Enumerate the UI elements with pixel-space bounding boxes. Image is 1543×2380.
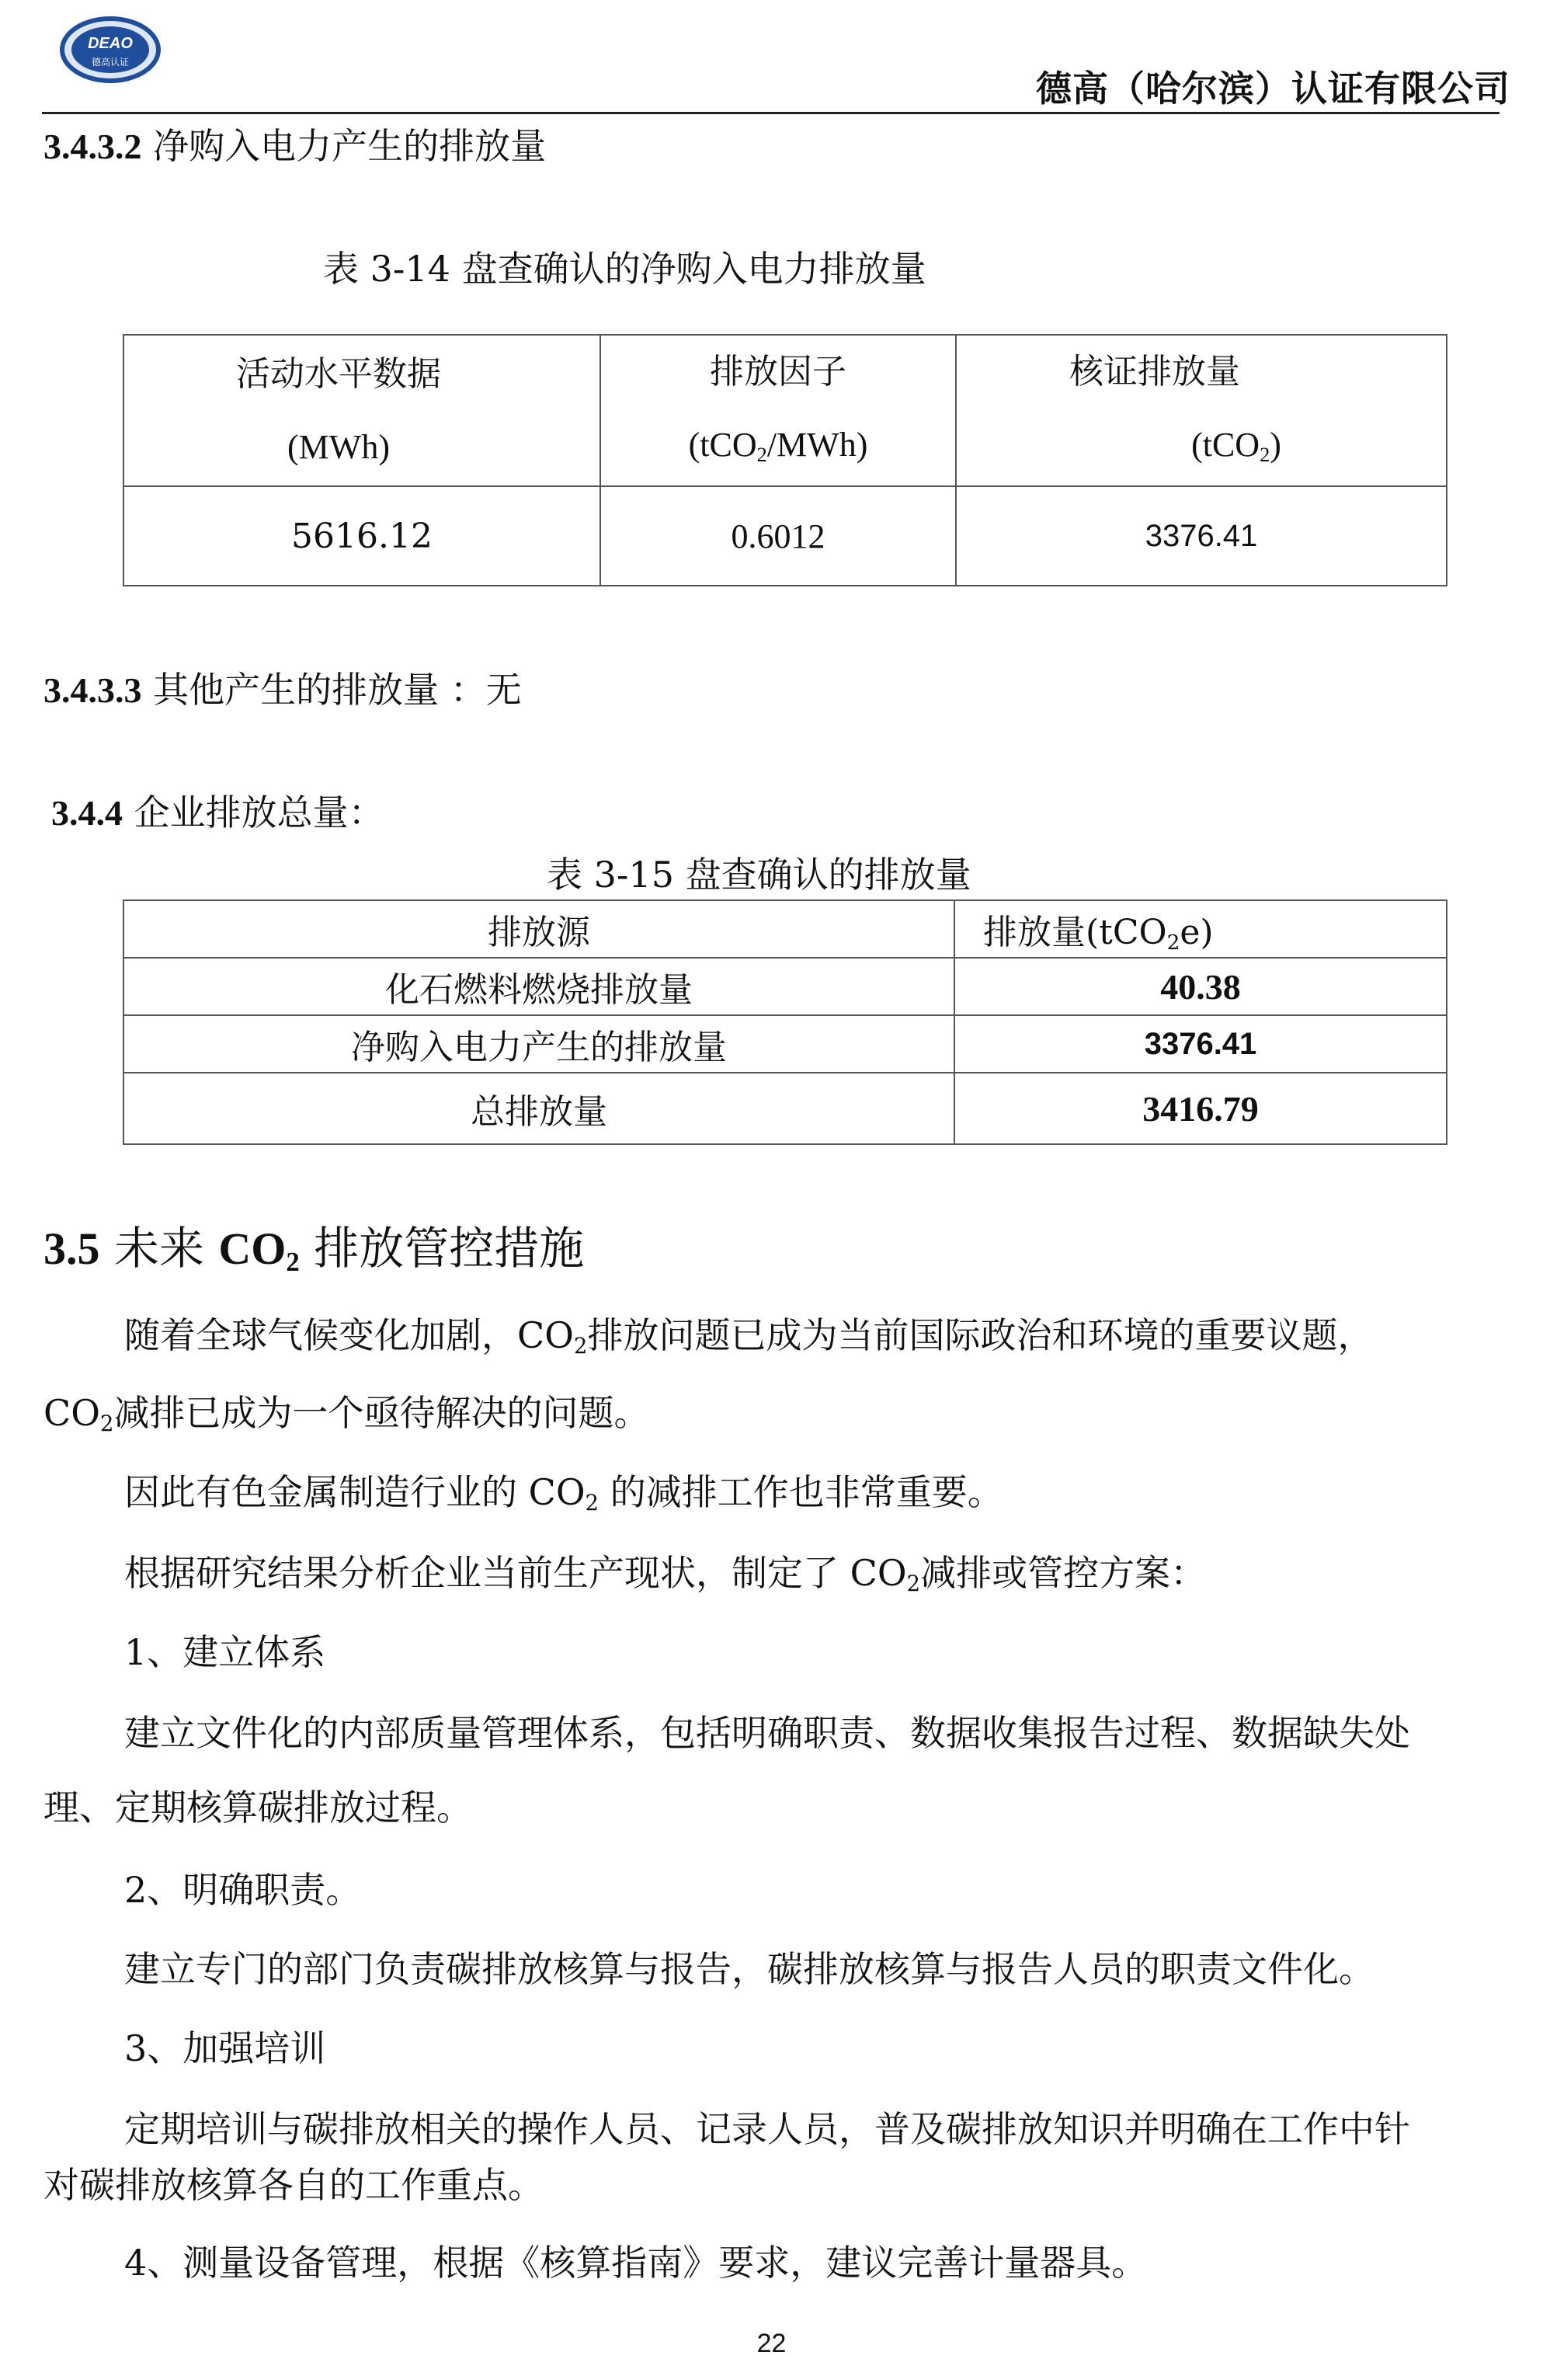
table1-caption: 表 3-14 盘查确认的净购入电力排放量 xyxy=(323,248,926,290)
header-activity-data xyxy=(123,335,600,486)
header-line2: (tCO$_2$) xyxy=(1191,426,1281,466)
header-source: 排放源 xyxy=(123,900,954,958)
table-header-row xyxy=(123,900,1447,958)
subsection-344 xyxy=(51,785,384,836)
paragraph-1-line2: $CO_2$减排已成为一个亟待解决的问题。 xyxy=(43,1392,650,1436)
item-1-heading: 1、建立体系 xyxy=(124,1631,326,1673)
logo-subtext: 德高认证 xyxy=(91,57,130,68)
table2-caption: 表 3-15 盘查确认的排放量 xyxy=(547,854,971,896)
amount-cell: 3376.41 xyxy=(954,1015,1447,1073)
subsection-3432 xyxy=(43,118,546,169)
page-number: 22 xyxy=(756,2329,787,2358)
item-1-text-line1: 建立文件化的内部质量管理体系，包括明确职责、数据收集报告过程、数据缺失处 xyxy=(124,1712,1410,1754)
item-2-heading: 2、明确职责。 xyxy=(124,1869,362,1911)
header-divider xyxy=(42,112,1500,114)
subsection-number: 3.4.3.2 xyxy=(43,127,142,166)
subsection-3433 xyxy=(43,662,522,713)
source-cell: 总排放量 xyxy=(123,1073,954,1144)
table-row xyxy=(123,1015,1447,1073)
header-verified-emission xyxy=(956,335,1447,486)
item-2-text: 建立专门的部门负责碳排放核算与报告，碳排放核算与报告人员的职责文件化。 xyxy=(124,1948,1374,1990)
paragraph-3: 根据研究结果分析企业当前生产现状，制定了 $CO_2$减排或管控方案： xyxy=(124,1552,1207,1596)
subsection-number: 3.4.4 xyxy=(51,793,123,833)
section-35-heading: 3.5 未来 $CO_2$ 排放管控措施 xyxy=(43,1222,585,1277)
table-row xyxy=(123,1073,1447,1144)
paragraph-1-line1: 随着全球气候变化加剧，$CO_2$排放问题已成为当前国际政治和环境的重要议题， xyxy=(124,1314,1374,1359)
header-amount: 排放量(tCO$_2$e) xyxy=(954,900,1447,958)
subsection-title: 企业排放总量： xyxy=(134,792,384,833)
item-3-text-line1: 定期培训与碳排放相关的操作人员、记录人员，普及碳排放知识并明确在工作中针 xyxy=(124,2108,1410,2150)
source-cell: 净购入电力产生的排放量 xyxy=(123,1015,954,1073)
amount-cell: 40.38 xyxy=(954,958,1447,1015)
paragraph-2: 因此有色金属制造行业的 $CO_2$ 的减排工作也非常重要。 xyxy=(124,1471,1003,1515)
emission-factor-value: 0.6012 xyxy=(600,486,956,586)
header-line1: 活动水平数据 xyxy=(236,353,441,394)
header-line2: (MWh) xyxy=(287,427,390,466)
item-1-text-line2: 理、定期核算碳排放过程。 xyxy=(43,1787,472,1828)
verified-emission-value: 3376.41 xyxy=(956,486,1447,586)
header-line2: (tCO$_2$/MWh) xyxy=(688,426,868,466)
header-line1: 核证排放量 xyxy=(1069,352,1240,391)
subsection-title: 净购入电力产生的排放量 xyxy=(153,125,547,167)
company-logo xyxy=(56,14,165,85)
subsection-title: 其他产生的排放量 ：无 xyxy=(153,669,522,711)
source-cell: 化石燃料燃烧排放量 xyxy=(123,958,954,1015)
item-3-text-line2: 对碳排放核算各自的工作重点。 xyxy=(43,2164,544,2206)
item-4: 4、测量设备管理，根据《核算指南》要求，建议完善计量器具。 xyxy=(124,2242,1148,2284)
amount-cell: 3416.79 xyxy=(954,1073,1447,1144)
subsection-number: 3.4.3.3 xyxy=(43,670,142,710)
table-header-row xyxy=(123,335,1447,486)
logo-text: DEAO xyxy=(88,35,133,52)
total-emission-table xyxy=(123,899,1447,1145)
company-name: 德高（哈尔滨）认证有限公司 xyxy=(1036,68,1510,110)
activity-data-value: 5616.12 xyxy=(123,486,600,586)
electricity-emission-table xyxy=(123,334,1447,586)
table-row xyxy=(123,958,1447,1015)
header-line1: 排放因子 xyxy=(710,352,846,391)
item-3-heading: 3、加强培训 xyxy=(124,2027,326,2069)
table-row xyxy=(123,486,1447,586)
